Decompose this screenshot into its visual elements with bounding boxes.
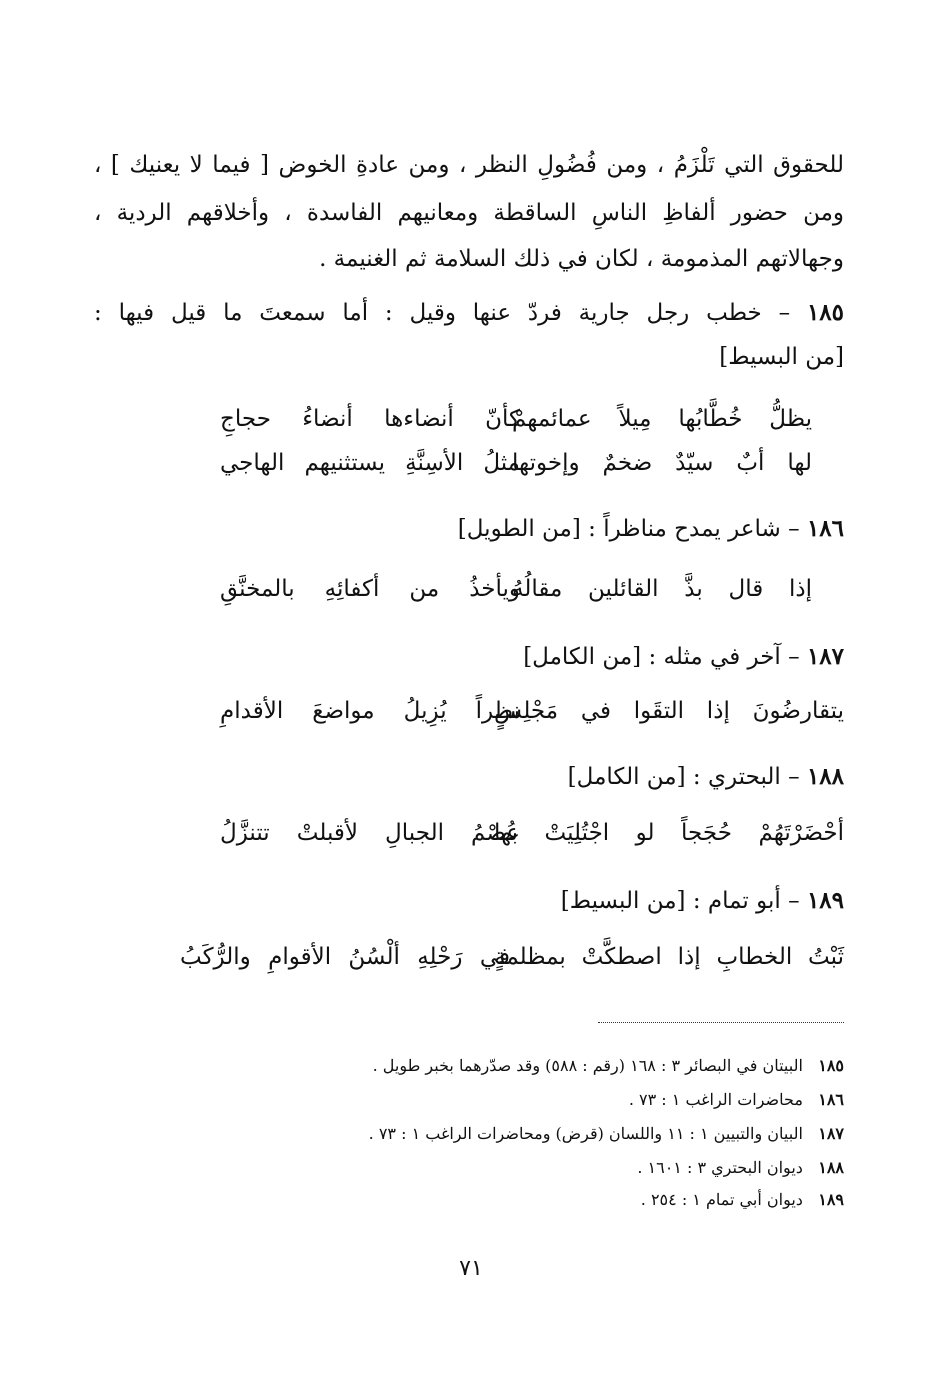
entry-number: ١٨٩ <box>806 887 844 914</box>
meter-label: [من الطويل] <box>457 516 581 542</box>
verse-hemistich-left: ويأخذُ من أكفائِهِ بالمخنَّقِ <box>220 576 520 602</box>
meter-label: [من البسيط] <box>719 344 844 370</box>
footnote-text: محاضرات الراغب ١ : ٧٣ . <box>628 1090 803 1109</box>
footnote-separator <box>598 1022 844 1023</box>
entry-number: ١٨٥ <box>806 299 845 326</box>
verse-hemistich-left: نظراً يُزِيلُ مواضعَ الأقدامِ <box>220 698 520 724</box>
footnote-text: البيتان في البصائر ٣ : ١٦٨ (رقم : ٥٨٨) وقد صدّرهما بخبر طويل . <box>372 1056 803 1075</box>
entry-heading: – شاعر يمدح مناظراً : <box>588 516 800 542</box>
entry-185-meter-line <box>94 340 844 374</box>
footnote-number: ١٨٦ <box>818 1090 844 1109</box>
entry-heading: – آخر في مثله : <box>648 644 800 670</box>
verse-hemistich-left: في رَحْلِهِ ألْسُنُ الأقوامِ والرُّكَبُ <box>180 944 510 970</box>
meter-label: [من الكامل] <box>523 644 642 670</box>
entry-number: ١٨٧ <box>806 643 844 670</box>
entry-heading: – أبو تمام : <box>692 888 800 914</box>
intro-line-1: للحقوق التي تَلْزَمُ ، ومن فُضُولِ النظر ، ومن عادةِ الخوض [ فيما لا يعنيك ] ، <box>94 152 844 178</box>
verse-hemistich-right: أحْضَرْتَهُمْ حُجَجاً لو اجْتُلِيَتْ بها <box>494 820 844 846</box>
entry-187-heading-line <box>94 640 844 674</box>
verse-hemistich-right: يظلُّ خُطَّابُها مِيلاً عمائمهمْ <box>512 406 812 432</box>
verse-hemistich-left: عُصْمُ الجبالِ لأقبلتْ تتنزَّلُ <box>220 820 520 846</box>
footnote-number: ١٨٨ <box>818 1158 844 1177</box>
footnote-item <box>324 1088 844 1112</box>
footnote-text: البيان والتبيين ١ : ١١ واللسان (قرض) ومحاضرات الراغب ١ : ٧٣ . <box>368 1124 803 1143</box>
verse-hemistich-right: لها أبٌ سيّدٌ ضخمٌ وإخوتها <box>512 450 812 476</box>
verse-hemistich-right: ثَبْتُ الخطابِ إذا اصطكَّتْ بمظلمةٍ <box>494 944 844 970</box>
meter-label: [من الكامل] <box>567 764 686 790</box>
intro-line-2: ومن حضور ألفاظِ الناسِ الساقطة ومعانيهم الفاسدة ، وأخلاقهم الردية ، <box>94 200 844 226</box>
footnote-number: ١٨٧ <box>818 1124 844 1143</box>
entry-number: ١٨٦ <box>806 515 844 542</box>
entry-heading: – خطب رجل جارية فردّ عنها وقيل : أما سمعتَ ما قيل فيها : <box>94 300 791 326</box>
verse-hemistich-right: إذا قال بذَّ القائلين مقالُهُ <box>512 576 812 602</box>
footnote-text: ديوان البحتري ٣ : ١٦٠١ . <box>637 1158 803 1177</box>
verse-hemistich-right: يتقارضُونَ إذا التقَوا في مَجْلِسٍ <box>494 698 844 724</box>
verse-hemistich-left: مثلُ الأسِنَّةِ يستثنيهم الهاجي <box>220 450 520 476</box>
entry-189-heading-line <box>94 884 844 918</box>
meter-label: [من البسيط] <box>560 888 686 914</box>
footnote-item <box>324 1054 844 1078</box>
page-number: ٧١ <box>459 1256 483 1281</box>
footnote-item <box>324 1156 844 1180</box>
footnote-number: ١٨٥ <box>818 1056 844 1075</box>
footnote-number: ١٨٩ <box>818 1190 844 1209</box>
entry-heading: – البحتري : <box>692 764 800 790</box>
entry-186-heading-line <box>94 512 844 546</box>
footnote-text: ديوان أبي تمام ١ : ٢٥٤ . <box>640 1190 803 1209</box>
entry-number: ١٨٨ <box>806 763 844 790</box>
verse-hemistich-left: كأنّ أنضاءها أنضاءُ حجاجِ <box>220 406 520 432</box>
intro-line-3: وجهالاتهم المذمومة ، لكان في ذلك السلامة ثم الغنيمة . <box>319 246 844 272</box>
entry-188-heading-line <box>94 760 844 794</box>
footnote-item <box>324 1122 844 1146</box>
footnote-item <box>324 1188 844 1212</box>
entry-185-heading-line <box>94 296 844 330</box>
